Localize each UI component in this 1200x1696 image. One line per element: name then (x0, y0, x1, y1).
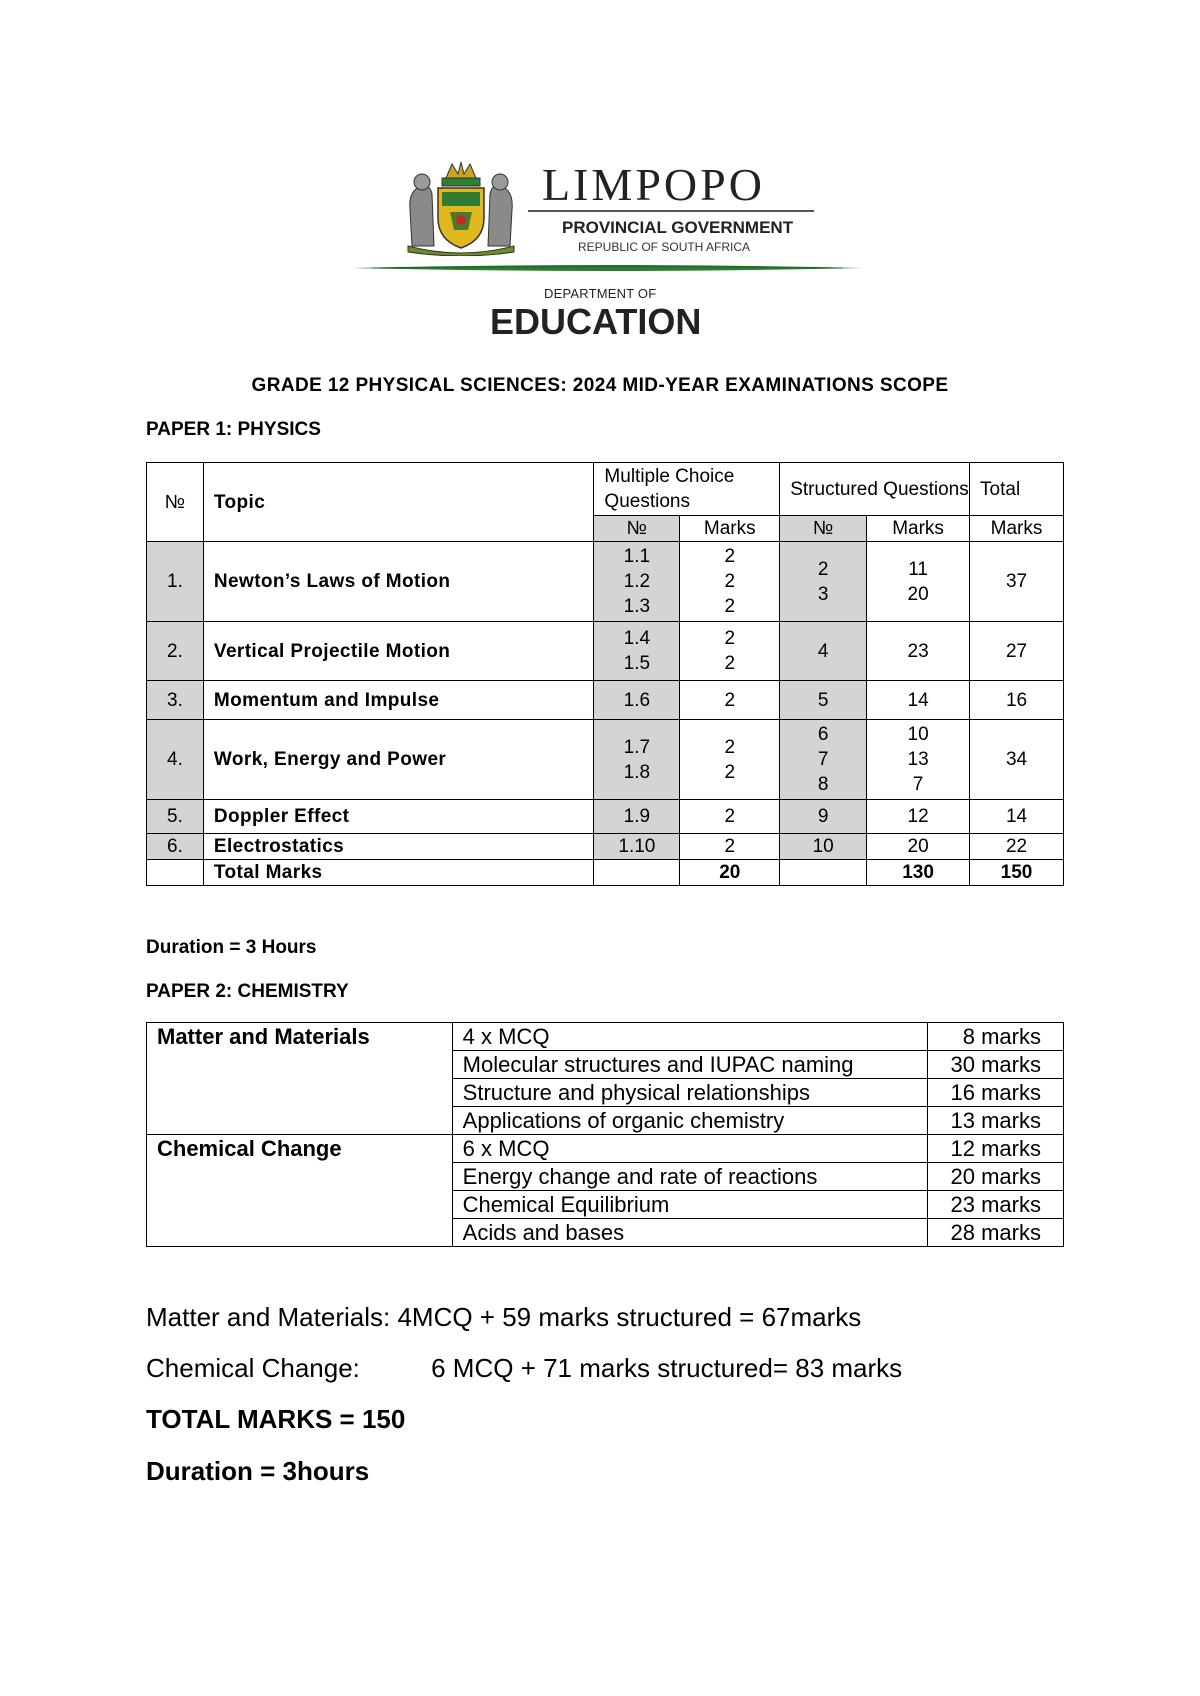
mcq-mark: 2 (724, 571, 736, 592)
header-topic: Topic (203, 463, 594, 542)
mcq-question: 1.7 (623, 736, 651, 758)
section-topic: Energy change and rate of reactions (452, 1163, 927, 1191)
summary-matter-and-materials (146, 1302, 861, 1333)
summary-change-value: 6 MCQ + 71 marks structured= 83 marks (431, 1353, 903, 1383)
logo-green-swoosh (352, 260, 862, 276)
row-sq-questions (780, 542, 867, 622)
section-marks: 28 marks (928, 1219, 1064, 1247)
row-mcq-marks (680, 542, 780, 622)
logo-republic: REPUBLIC OF SOUTH AFRICA (578, 240, 751, 254)
row-sq-marks (867, 542, 970, 622)
limpopo-education-logo (352, 160, 862, 345)
chemistry-scope-table (146, 1022, 1064, 1247)
summary-chemical-change (146, 1353, 902, 1384)
total-mcq-marks: 20 (680, 860, 780, 886)
section-topic: 4 x MCQ (452, 1023, 927, 1051)
row-mcq-marks (680, 720, 780, 800)
row-number: 1. (147, 542, 204, 622)
row-mcq-questions: 1.6 (594, 681, 680, 720)
section-name: Matter and Materials (147, 1023, 453, 1135)
table-row (147, 1135, 1064, 1163)
header-mcq: Multiple Choice Questions (594, 463, 780, 516)
table-row (147, 834, 1064, 860)
row-sq-questions: 9 (780, 800, 867, 834)
logo-provincial-government: PROVINCIAL GOVERNMENT (562, 218, 794, 237)
row-sq-questions: 5 (780, 681, 867, 720)
sq-question: 2 (817, 558, 829, 580)
sq-question: 3 (817, 583, 829, 605)
table-row (147, 681, 1064, 720)
section-topic: Chemical Equilibrium (452, 1191, 927, 1219)
mcq-question: 1.5 (623, 653, 651, 674)
subheader-sq-number: № (780, 516, 867, 542)
summary-change-label: Chemical Change: (146, 1353, 360, 1383)
section-marks: 23 marks (928, 1191, 1064, 1219)
header-number: № (147, 463, 204, 542)
physics-scope-table (146, 462, 1064, 886)
total-row-blank (147, 860, 204, 886)
summary-total-marks: TOTAL MARKS = 150 (146, 1404, 406, 1434)
row-topic: Vertical Projectile Motion (203, 622, 594, 681)
row-topic: Electrostatics (203, 834, 594, 860)
row-mcq-marks: 2 (680, 800, 780, 834)
row-number: 2. (147, 622, 204, 681)
row-mcq-questions (594, 622, 680, 681)
header-total: Total (970, 463, 1064, 516)
section-marks: 12 marks (928, 1135, 1064, 1163)
sq-question: 7 (817, 749, 829, 770)
sq-question: 6 (817, 724, 829, 745)
paper2-heading: PAPER 2: CHEMISTRY (146, 981, 349, 1002)
mcq-mark: 2 (724, 546, 736, 567)
logo-department-of: DEPARTMENT OF (544, 286, 657, 301)
row-mcq-marks: 2 (680, 834, 780, 860)
total-sq-marks: 130 (867, 860, 970, 886)
row-sq-marks: 20 (867, 834, 970, 860)
mcq-mark: 2 (724, 736, 736, 758)
section-name: Chemical Change (147, 1135, 453, 1247)
sq-mark: 10 (907, 724, 929, 745)
mcq-question: 1.1 (623, 546, 651, 567)
total-marks: 150 (970, 860, 1064, 886)
row-sq-marks (867, 720, 970, 800)
section-topic: 6 x MCQ (452, 1135, 927, 1163)
total-row-label: Total Marks (203, 860, 594, 886)
row-sq-marks: 23 (867, 622, 970, 681)
sq-mark: 11 (908, 558, 928, 580)
row-topic: Work, Energy and Power (203, 720, 594, 800)
row-sq-questions (780, 720, 867, 800)
row-mcq-questions: 1.9 (594, 800, 680, 834)
document-title: GRADE 12 PHYSICAL SCIENCES: 2024 MID-YEAR EXAMINATIONS SCOPE (251, 375, 949, 396)
subheader-sq-marks: Marks (867, 516, 970, 542)
row-number: 4. (147, 720, 204, 800)
row-total: 14 (970, 800, 1064, 834)
mcq-question: 1.2 (623, 571, 651, 592)
subheader-mcq-number: № (594, 516, 680, 542)
coat-of-arms-icon (402, 160, 520, 256)
section-topic: Applications of organic chemistry (452, 1107, 927, 1135)
row-mcq-marks: 2 (680, 681, 780, 720)
mcq-question: 1.8 (623, 761, 651, 783)
row-topic: Doppler Effect (203, 800, 594, 834)
sq-mark: 7 (912, 774, 924, 795)
sq-question: 8 (817, 774, 829, 795)
sq-mark: 20 (907, 583, 929, 605)
section-topic: Acids and bases (452, 1219, 927, 1247)
row-sq-questions: 4 (780, 622, 867, 681)
row-mcq-marks (680, 622, 780, 681)
table-row (147, 800, 1064, 834)
sq-mark: 13 (907, 749, 929, 770)
total-row-blank (594, 860, 680, 886)
subheader-total-marks: Marks (970, 516, 1064, 542)
row-total: 37 (970, 542, 1064, 622)
row-mcq-questions (594, 720, 680, 800)
logo-education: EDUCATION (490, 301, 702, 342)
paper1-heading: PAPER 1: PHYSICS (146, 419, 321, 440)
section-marks: 20 marks (928, 1163, 1064, 1191)
summary-matter-label: Matter and Materials: (146, 1302, 391, 1332)
header-structured: Structured Questions (780, 463, 970, 516)
row-total: 22 (970, 834, 1064, 860)
row-number: 6. (147, 834, 204, 860)
row-mcq-questions: 1.10 (594, 834, 680, 860)
row-topic: Newton’s Laws of Motion (203, 542, 594, 622)
mcq-mark: 2 (724, 761, 736, 783)
row-mcq-questions (594, 542, 680, 622)
mcq-mark: 2 (724, 628, 736, 649)
row-sq-marks: 14 (867, 681, 970, 720)
section-topic: Molecular structures and IUPAC naming (452, 1051, 927, 1079)
table-row (147, 622, 1064, 681)
section-marks: 30 marks (928, 1051, 1064, 1079)
row-number: 3. (147, 681, 204, 720)
section-marks: 13 marks (928, 1107, 1064, 1135)
summary-matter-value: 4MCQ + 59 marks structured = 67marks (397, 1302, 862, 1332)
paper1-duration: Duration = 3 Hours (146, 937, 317, 958)
row-total: 34 (970, 720, 1064, 800)
logo-province-name: LIMPOPO (542, 159, 765, 210)
logo-divider (528, 210, 814, 212)
section-marks: 8 marks (928, 1023, 1064, 1051)
table-row (147, 1023, 1064, 1051)
mcq-question: 1.3 (623, 596, 651, 617)
row-total: 27 (970, 622, 1064, 681)
section-marks: 16 marks (928, 1079, 1064, 1107)
subheader-mcq-marks: Marks (680, 516, 780, 542)
table-row (147, 542, 1064, 622)
row-number: 5. (147, 800, 204, 834)
row-sq-marks: 12 (867, 800, 970, 834)
section-topic: Structure and physical relationships (452, 1079, 927, 1107)
total-row-blank (780, 860, 867, 886)
mcq-question: 1.4 (623, 628, 651, 649)
mcq-mark: 2 (724, 596, 736, 617)
summary-duration: Duration = 3hours (146, 1456, 370, 1486)
row-topic: Momentum and Impulse (203, 681, 594, 720)
mcq-mark: 2 (724, 653, 736, 674)
total-row (147, 860, 1064, 886)
row-sq-questions: 10 (780, 834, 867, 860)
table-row (147, 720, 1064, 800)
row-total: 16 (970, 681, 1064, 720)
